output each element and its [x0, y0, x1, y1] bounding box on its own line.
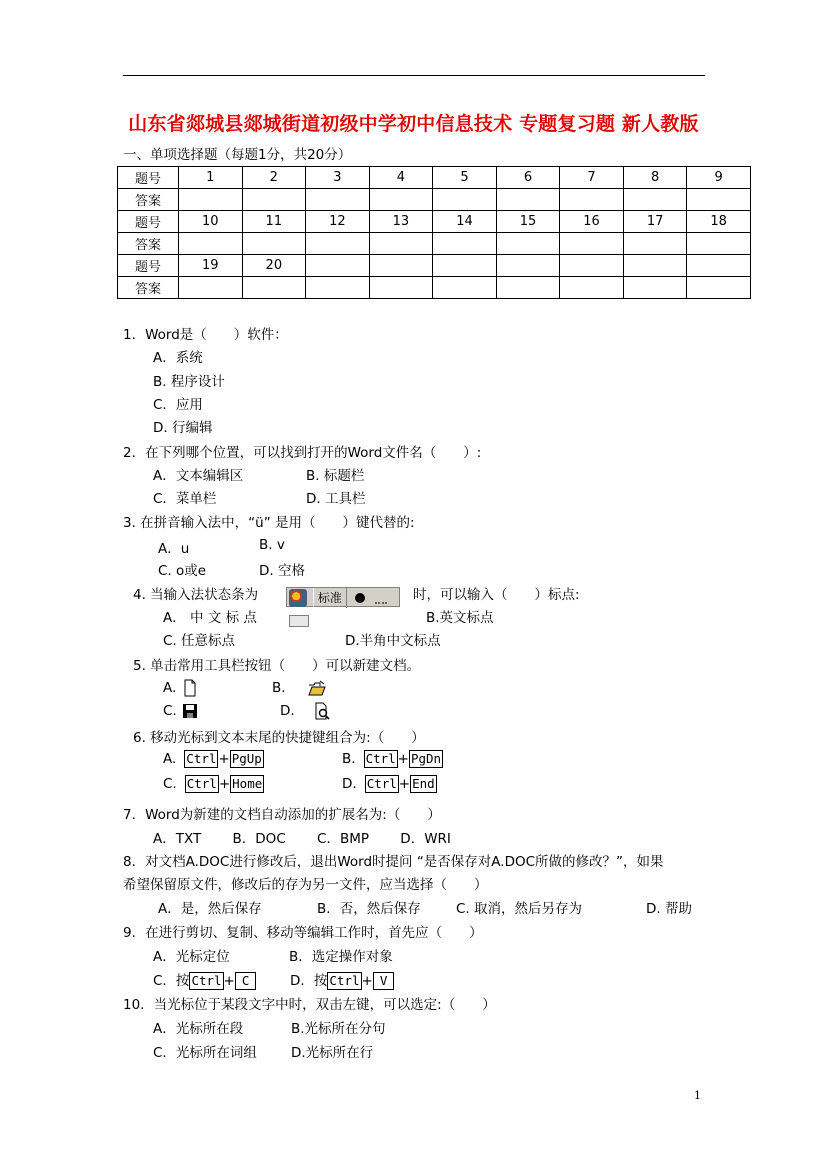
answer-cell[interactable] — [687, 233, 751, 255]
question-1-option-c: C．应用 — [153, 397, 203, 413]
answer-cell[interactable] — [242, 233, 306, 255]
table-cell: 16 — [560, 211, 624, 233]
question-1-option-a: A．系统 — [153, 350, 203, 366]
table-cell — [560, 255, 624, 277]
answer-cell[interactable] — [496, 189, 560, 211]
question-3-option-d: D. 空格 — [259, 563, 305, 579]
row-label: 答案 — [118, 233, 179, 255]
table-cell: 19 — [179, 255, 243, 277]
option-letter: C. — [163, 703, 177, 719]
question-3-option-c: C. o或e — [158, 563, 207, 579]
question-8-option-d: D. 帮助 — [646, 901, 692, 917]
row-label: 答案 — [118, 189, 179, 211]
soft-keyboard-icon — [289, 615, 309, 627]
question-7-stem: 7．Word为新建的文档自动添加的扩展名为:（ ） — [123, 807, 441, 823]
page-number: 1 — [694, 1089, 701, 1102]
table-cell: 13 — [369, 211, 433, 233]
answer-cell[interactable] — [496, 233, 560, 255]
table-row — [118, 277, 751, 299]
question-6-stem: 6. 移动光标到文本末尾的快捷键组合为:（ ） — [133, 730, 425, 746]
table-cell: 3 — [306, 167, 370, 189]
question-10-option-b: B.光标所在分句 — [291, 1021, 386, 1037]
table-cell — [306, 255, 370, 277]
table-cell — [623, 255, 687, 277]
answer-cell[interactable] — [306, 277, 370, 299]
question-6-option-d — [342, 775, 437, 793]
table-cell: 11 — [242, 211, 306, 233]
option-letter: D. — [342, 776, 357, 792]
new-document-icon — [181, 679, 199, 697]
option-letter: D. — [280, 703, 295, 719]
answer-cell[interactable] — [687, 277, 751, 299]
question-2-option-c: C．菜单栏 — [153, 491, 217, 507]
ctrl-key: Ctrl — [329, 973, 360, 988]
row-label: 题号 — [118, 255, 179, 277]
question-6-option-a — [163, 750, 264, 768]
table-cell: 20 — [242, 255, 306, 277]
answer-cell[interactable] — [623, 233, 687, 255]
question-10-option-a: A．光标所在段 — [153, 1021, 244, 1037]
question-1-option-b: B. 程序设计 — [153, 374, 225, 390]
row-label: 题号 — [118, 167, 179, 189]
question-8-stem: 8．对文档A.DOC进行修改后，退出Word时提问 “是否保存对A.DOC所做的修改？”，如果 — [123, 854, 664, 870]
question-5-stem: 5. 单击常用工具栏按钮（ ）可以新建文档。 — [133, 658, 421, 674]
option-letter: B. — [272, 680, 286, 696]
answer-cell[interactable] — [433, 189, 497, 211]
answer-cell[interactable] — [433, 233, 497, 255]
ctrl-key: Ctrl — [186, 751, 217, 766]
punctuation-icon — [375, 594, 387, 604]
question-5-option-b — [272, 679, 326, 697]
question-6-option-b — [342, 750, 443, 768]
question-3-option-b: B. v — [259, 537, 285, 553]
print-preview-icon — [313, 702, 331, 720]
question-3-option-a: A．u — [158, 541, 190, 557]
question-4-option-b: B.英文标点 — [426, 610, 494, 626]
table-cell — [687, 255, 751, 277]
row-label: 题号 — [118, 211, 179, 233]
question-4-option-c: C. 任意标点 — [163, 633, 236, 649]
plus-sign: + — [397, 751, 409, 767]
question-8-stem-cont: 希望保留原文件，修改后的存为另一文件，应当选择（ ） — [123, 877, 488, 893]
question-4-stem-pre: 4. 当输入法状态条为 — [133, 587, 259, 603]
question-2-stem: 2．在下列哪个位置，可以找到打开的Word文件名（ ）: — [123, 445, 482, 461]
table-cell: 1 — [179, 167, 243, 189]
answer-cell[interactable] — [242, 189, 306, 211]
table-cell: 7 — [560, 167, 624, 189]
c-key: C — [235, 972, 257, 990]
plus-sign: + — [361, 973, 373, 989]
ime-status-bar — [286, 586, 400, 607]
answer-cell[interactable] — [433, 277, 497, 299]
table-cell: 10 — [179, 211, 243, 233]
plus-sign: + — [218, 751, 230, 767]
option-letter: D．按 — [290, 973, 328, 989]
table-cell: 14 — [433, 211, 497, 233]
answer-cell[interactable] — [242, 277, 306, 299]
question-9-stem: 9．在进行剪切、复制、移动等编辑工作时，首先应（ ） — [123, 925, 483, 941]
question-1-stem: 1．Word是（ ）软件： — [123, 327, 288, 343]
answer-cell[interactable] — [369, 189, 433, 211]
header-rule — [123, 75, 705, 76]
question-5-option-d — [280, 702, 331, 720]
document-title: 山东省郯城县郯城街道初级中学初中信息技术 专题复习题 新人教版 — [128, 113, 699, 135]
ime-logo-icon — [289, 589, 307, 607]
ctrl-key: Ctrl — [191, 973, 222, 988]
question-10-option-c: C．光标所在词组 — [153, 1045, 257, 1061]
table-cell: 15 — [496, 211, 560, 233]
answer-cell[interactable] — [560, 189, 624, 211]
table-cell: 2 — [242, 167, 306, 189]
question-5-option-c — [163, 702, 199, 720]
ime-mode-label: 标准 — [313, 588, 347, 608]
answer-cell[interactable] — [179, 233, 243, 255]
pgup-key: PgUp — [231, 751, 262, 766]
question-10-option-d: D.光标所在行 — [291, 1045, 374, 1061]
table-row — [118, 211, 751, 233]
section-heading: 一、单项选择题（每题1分，共20分） — [123, 147, 352, 163]
plus-sign: + — [218, 776, 231, 792]
plus-sign: + — [223, 973, 235, 989]
pgdn-key: PgDn — [410, 751, 442, 766]
question-1-option-d: D. 行编辑 — [153, 420, 213, 436]
table-cell: 6 — [496, 167, 560, 189]
question-7-options: A．TXT B．DOC C．BMP D．WRI — [153, 831, 451, 847]
question-4-option-d: D.半角中文标点 — [345, 633, 441, 649]
option-letter: C．按 — [153, 973, 190, 989]
half-width-icon — [355, 593, 365, 603]
answer-cell[interactable] — [560, 233, 624, 255]
option-letter: B. — [342, 751, 356, 767]
question-9-option-a: A．光标定位 — [153, 949, 230, 965]
table-cell: 8 — [623, 167, 687, 189]
question-8-option-b: B．否，然后保存 — [317, 901, 421, 917]
answer-cell[interactable] — [623, 189, 687, 211]
answer-cell[interactable] — [306, 189, 370, 211]
question-4-stem-post: 时，可以输入（ ）标点: — [413, 587, 580, 603]
option-letter: C. — [163, 776, 177, 792]
option-letter: A. — [163, 751, 177, 767]
answer-cell[interactable] — [496, 277, 560, 299]
question-9-option-c — [153, 969, 256, 990]
question-5-option-a — [163, 679, 199, 697]
question-4-option-a: A． 中 文 标 点 — [163, 610, 257, 626]
table-row — [118, 233, 751, 255]
answer-grid — [117, 166, 751, 299]
answer-cell[interactable] — [369, 277, 433, 299]
question-3-stem: 3. 在拼音输入法中，“ü” 是用（ ）键代替的: — [123, 515, 415, 531]
table-cell: 12 — [306, 211, 370, 233]
answer-cell[interactable] — [179, 277, 243, 299]
question-2-option-d: D. 工具栏 — [306, 491, 366, 507]
open-folder-icon — [308, 679, 326, 697]
table-cell: 18 — [687, 211, 751, 233]
table-cell: 5 — [433, 167, 497, 189]
ctrl-key: Ctrl — [366, 776, 397, 791]
ctrl-key: Ctrl — [186, 776, 217, 791]
ctrl-key: Ctrl — [365, 751, 396, 766]
table-row — [118, 167, 751, 189]
question-6-option-c — [163, 775, 264, 793]
question-2-option-a: A．文本编辑区 — [153, 468, 244, 484]
question-9-option-d — [290, 969, 394, 990]
table-cell — [433, 255, 497, 277]
answer-cell[interactable] — [560, 277, 624, 299]
table-row — [118, 255, 751, 277]
answer-cell[interactable] — [623, 277, 687, 299]
question-10-stem: 10．当光标位于某段文字中时，双击左键，可以选定:（ ） — [123, 997, 496, 1013]
table-cell — [369, 255, 433, 277]
table-cell — [496, 255, 560, 277]
plus-sign: + — [398, 776, 411, 792]
table-cell: 4 — [369, 167, 433, 189]
question-2-option-b: B. 标题栏 — [306, 468, 365, 484]
home-key: Home — [232, 776, 263, 791]
option-letter: A. — [163, 680, 177, 696]
answer-cell[interactable] — [179, 189, 243, 211]
question-8-option-a: A．是，然后保存 — [158, 901, 262, 917]
row-label: 答案 — [118, 277, 179, 299]
question-9-option-b: B．选定操作对象 — [289, 949, 393, 965]
answer-cell[interactable] — [687, 189, 751, 211]
end-key: End — [412, 776, 435, 791]
question-8-option-c: C. 取消，然后另存为 — [456, 901, 583, 917]
v-key: V — [373, 972, 395, 990]
table-row — [118, 189, 751, 211]
answer-cell[interactable] — [369, 233, 433, 255]
table-cell: 17 — [623, 211, 687, 233]
save-disk-icon — [181, 702, 199, 720]
answer-cell[interactable] — [306, 233, 370, 255]
table-cell: 9 — [687, 167, 751, 189]
